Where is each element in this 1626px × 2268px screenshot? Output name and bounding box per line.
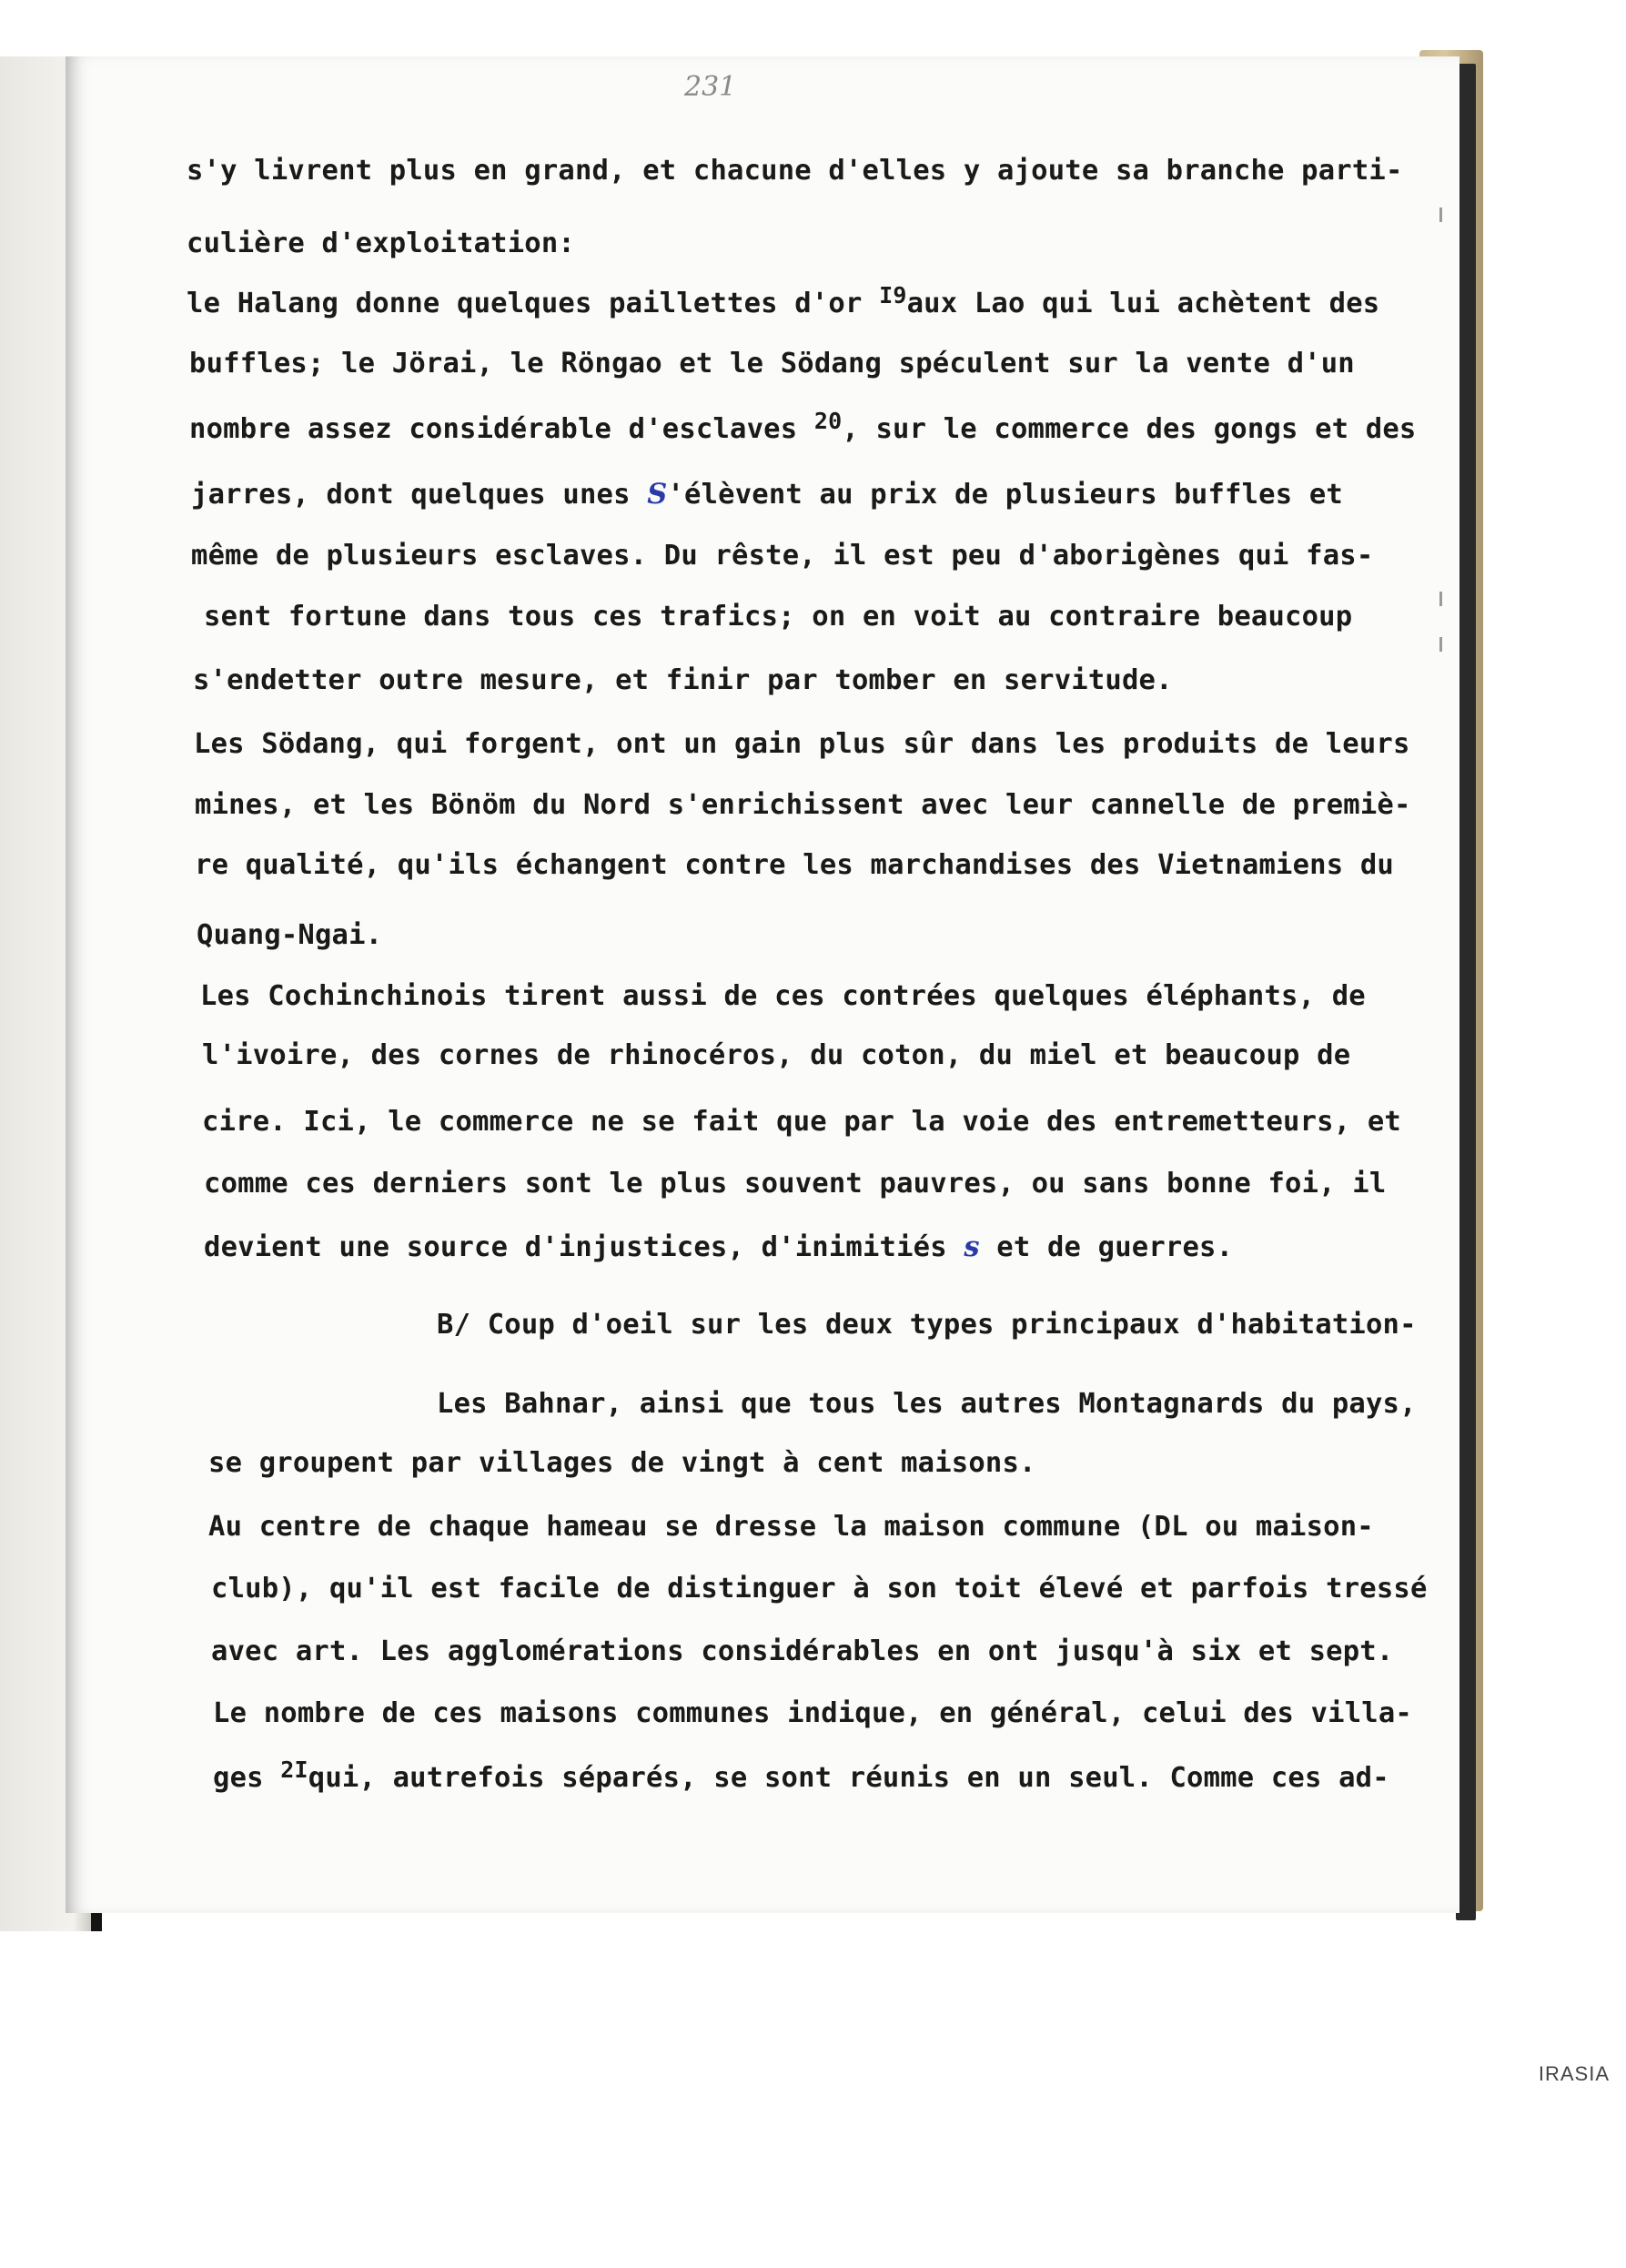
text-line-11: mines, et les Bönöm du Nord s'enrichissent avec leur cannelle de premiè- bbox=[195, 789, 1411, 821]
text-segment: , sur le commerce des gongs et des bbox=[842, 413, 1417, 445]
text-segment: devient une source d'injustices, d'inimitiés bbox=[204, 1231, 964, 1263]
text-segment: aux Lao qui lui achètent des bbox=[906, 288, 1380, 319]
section-heading: B/ Coup d'oeil sur les deux types principaux d'habitation- bbox=[437, 1309, 1417, 1341]
footnote-marker-19: I9 bbox=[879, 282, 907, 309]
text-line-10: Les Södang, qui forgent, ont un gain plus sûr dans les produits de leurs bbox=[194, 728, 1410, 760]
text-line-23: club), qu'il est facile de distinguer à son toit élevé et parfois tressé bbox=[211, 1573, 1428, 1605]
text-segment: ges bbox=[213, 1762, 281, 1794]
text-line-8: sent fortune dans tous ces trafics; on en voit au contraire beaucoup bbox=[204, 601, 1353, 633]
handwritten-correction: s bbox=[964, 1230, 980, 1263]
text-line-18 bbox=[204, 1230, 1233, 1263]
margin-mark bbox=[1439, 592, 1442, 606]
text-line-1: s'y livrent plus en grand, et chacune d'elles y ajoute sa branche parti- bbox=[187, 155, 1403, 187]
text-line-3 bbox=[187, 282, 1380, 319]
text-line-15: l'ivoire, des cornes de rhinocéros, du coton, du miel et beaucoup de bbox=[202, 1039, 1351, 1071]
text-line-25: Le nombre de ces maisons communes indique, en général, celui des villa- bbox=[213, 1697, 1412, 1729]
text-line-12: re qualité, qu'ils échangent contre les marchandises des Vietnamiens du bbox=[195, 849, 1394, 881]
text-line-17: comme ces derniers sont le plus souvent pauvres, ou sans bonne foi, il bbox=[204, 1168, 1387, 1200]
text-line-14: Les Cochinchinois tirent aussi de ces contrées quelques éléphants, de bbox=[200, 980, 1366, 1012]
text-segment: 'élèvent au bbox=[667, 479, 853, 511]
footnote-marker-20: 20 bbox=[813, 408, 843, 434]
text-segment: nombre assez considérable d'esclaves bbox=[189, 413, 814, 445]
text-line-2: culière d'exploitation: bbox=[187, 228, 575, 259]
text-line-16: cire. Ici, le commerce ne se fait que par la voie des entremetteurs, et bbox=[202, 1106, 1401, 1138]
footnote-marker-21: 2I bbox=[280, 1757, 308, 1783]
text-line-6 bbox=[191, 478, 1343, 511]
text-segment: jarres, dont quelques unes bbox=[191, 479, 648, 511]
text-segment: et de guerres. bbox=[996, 1231, 1234, 1263]
text-line-24: avec art. Les agglomérations considérables en ont jusqu'à six et sept. bbox=[211, 1635, 1394, 1667]
text-line-7: même de plusieurs esclaves. Du rêste, il est peu d'aborigènes qui fas- bbox=[191, 540, 1374, 572]
text-line-5 bbox=[189, 408, 1417, 445]
text-line-4: buffles; le Jörai, le Röngao et le Södang spéculent sur la vente d'un bbox=[189, 348, 1355, 380]
margin-mark bbox=[1439, 637, 1442, 652]
text-line-13: Quang-Ngai. bbox=[197, 919, 383, 951]
text-line-26 bbox=[213, 1757, 1389, 1794]
watermark-label: IRASIA bbox=[1538, 2062, 1610, 2085]
text-line-21: se groupent par villages de vingt à cent maisons. bbox=[208, 1447, 1036, 1479]
text-segment: le Halang donne quelques paillettes d'or bbox=[187, 288, 880, 319]
text-segment: qui, autrefois séparés, se sont réunis en un seul. Comme ces ad- bbox=[308, 1762, 1389, 1794]
text-line-9: s'endetter outre mesure, et finir par tomber en servitude. bbox=[193, 664, 1173, 696]
text-line-20: Les Bahnar, ainsi que tous les autres Montagnards du pays, bbox=[437, 1388, 1417, 1420]
page-number: 231 bbox=[684, 71, 737, 103]
text-line-22: Au centre de chaque hameau se dresse la maison commune (DL ou maison- bbox=[208, 1511, 1374, 1543]
text-segment: prix de plusieurs buffles et bbox=[870, 479, 1343, 511]
handwritten-correction: S bbox=[647, 478, 668, 511]
margin-mark bbox=[1439, 208, 1442, 222]
